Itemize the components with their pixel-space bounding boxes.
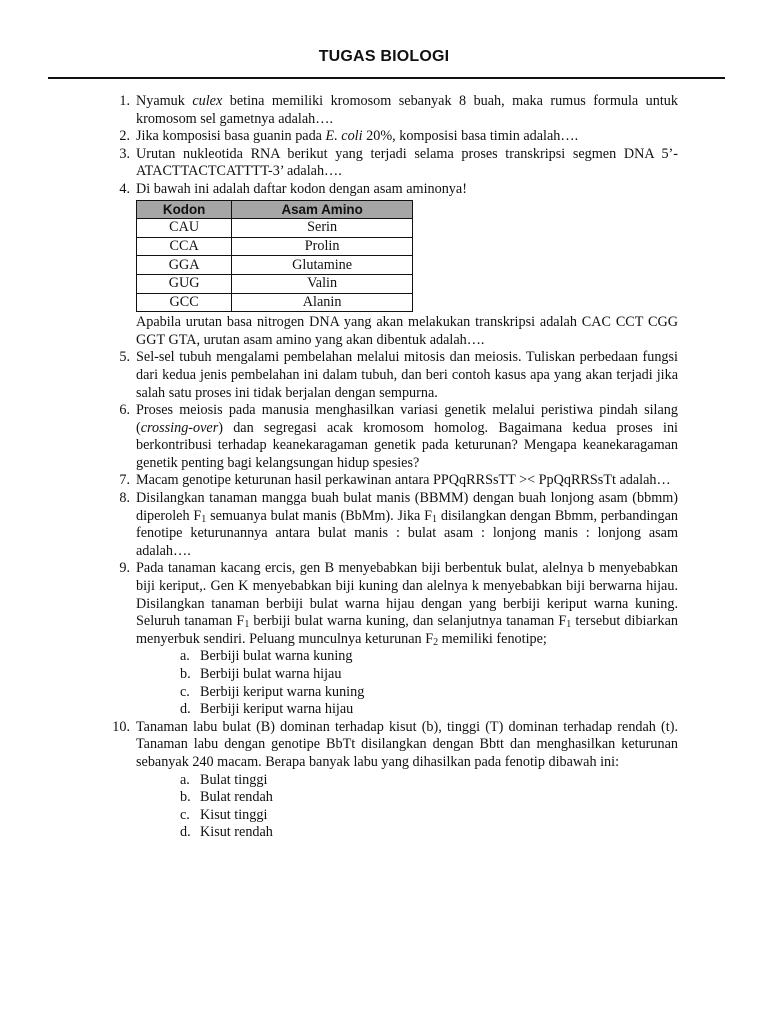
question-10	[104, 719, 678, 842]
table-row	[137, 237, 413, 256]
question-number: 3.	[119, 145, 130, 162]
question-number: 6.	[119, 402, 130, 419]
codon-table-header: Asam Amino	[232, 200, 413, 219]
table-cell: GGA	[137, 256, 232, 275]
list-item	[180, 701, 678, 719]
question-number: 2.	[119, 128, 130, 145]
subscript: 1	[244, 619, 250, 631]
text-run: 20%, komposisi basa timin adalah….	[362, 128, 579, 145]
question-text	[136, 402, 678, 472]
question-number: 10.	[112, 718, 130, 735]
table-row	[137, 293, 413, 312]
question-text	[136, 146, 678, 181]
list-item	[180, 807, 678, 825]
list-item	[180, 684, 678, 702]
text-run: Nyamuk	[136, 93, 193, 109]
table-row	[137, 256, 413, 275]
italic-term: E. coli	[325, 128, 363, 145]
table-cell: CAU	[137, 219, 232, 238]
question-number: 7.	[119, 472, 130, 489]
option-text: Berbiji bulat warna kuning	[200, 648, 353, 665]
question-5	[104, 349, 678, 402]
text-run: semuanya bulat manis (BbMm). Jika F	[206, 507, 433, 524]
codon-table-head	[137, 200, 413, 219]
question-text	[136, 560, 678, 648]
option-label: d.	[180, 824, 191, 841]
subscript: 1	[201, 513, 207, 525]
table-cell: Alanin	[232, 293, 413, 312]
question-text	[136, 490, 678, 560]
list-item	[180, 824, 678, 842]
title-divider	[48, 77, 725, 79]
subscript: 1	[432, 513, 438, 525]
text-run: Tanaman labu bulat (B) dominan terhadap kisut (b), tinggi (T) dominan terhadap rendah (t). Tanaman labu dengan genotipe BbTt disilangkan dengan Bbtt dan menghasilkan keturunan sebanyak 240 macam. Berapa banyak labu yang dihasilkan pada fenotip dibawah ini:	[136, 718, 678, 770]
option-label: c.	[180, 683, 190, 700]
question-list	[104, 93, 678, 842]
text-run: berbiji bulat warna kuning, dan selanjutnya tanaman F	[249, 613, 567, 630]
option-text: Kisut rendah	[200, 824, 273, 841]
option-text: Kisut tinggi	[200, 806, 268, 823]
question-number: 1.	[119, 93, 130, 109]
option-label: a.	[180, 771, 190, 788]
option-label: c.	[180, 806, 190, 823]
option-label: b.	[180, 666, 191, 682]
table-cell: Prolin	[232, 237, 413, 256]
text-run: Pada tanaman kacang ercis, gen B menyebabkan biji berbentuk bulat, alelnya b menyebabkan biji keriput,. Gen K menyebabkan biji kuning dan alelnya k menyebabkan biji berwarna hijau. Disilangkan tanaman berbiji bulat warna hijau dengan yang berbiji keriput warna kuning. Seluruh tanaman F	[136, 560, 678, 630]
question-8	[104, 490, 678, 560]
option-label: b.	[180, 789, 191, 806]
option-label: d.	[180, 701, 191, 718]
text-run: Sel-sel tubuh mengalami pembelahan melalui mitosis dan meiosis. Tuliskan perbedaan fungsi dari kedua jenis pembelahan ini dalam tubuh, dan beri contoh kasus apa yang akan terjadi jika salah satu proses ini tidak berjalan dengan sempurna.	[136, 349, 678, 401]
question-text	[136, 719, 678, 772]
option-label: a.	[180, 648, 190, 665]
question-text	[136, 128, 678, 146]
text-run: Macam genotipe keturunan hasil perkawinan antara PPQqRRSsTT >< PpQqRRSsTt adalah…	[136, 472, 671, 489]
codon-table	[136, 200, 413, 313]
italic-term: culex	[192, 93, 223, 109]
question-number: 8.	[119, 490, 130, 507]
text-run: tersebut dibiarkan menyerbuk sendiri. Peluang munculnya keturunan F	[136, 613, 678, 647]
answer-options	[136, 772, 678, 842]
question-text	[136, 472, 678, 490]
question-followup-text	[136, 314, 678, 349]
option-text: Berbiji keriput warna kuning	[200, 683, 365, 700]
page-title: TUGAS BIOLOGI	[318, 48, 450, 65]
codon-table-body	[137, 219, 413, 312]
question-4	[104, 181, 678, 349]
table-cell: GUG	[137, 274, 232, 293]
question-number: 5.	[119, 349, 130, 366]
answer-options	[136, 648, 678, 718]
question-6	[104, 402, 678, 472]
question-text	[136, 349, 678, 402]
table-row	[137, 219, 413, 238]
question-9	[104, 560, 678, 718]
question-number: 9.	[119, 560, 130, 577]
italic-term: crossing-over	[140, 419, 219, 436]
option-text: Bulat rendah	[200, 789, 273, 806]
text-run: Jika komposisi basa guanin pada	[136, 128, 326, 145]
subscript: 2	[433, 636, 439, 648]
table-cell: Serin	[232, 219, 413, 238]
option-text: Berbiji keriput warna hijau	[200, 701, 354, 718]
table-cell: Glutamine	[232, 256, 413, 275]
list-item	[180, 648, 678, 666]
option-text: Bulat tinggi	[200, 771, 268, 788]
question-text	[136, 181, 678, 199]
text-run: disilangkan dengan Bbmm, perbandingan fenotipe keturunannya antara bulat manis : bulat asam : lonjong manis : lonjong asam adalah….	[136, 507, 679, 559]
table-row	[137, 274, 413, 293]
question-2	[104, 128, 678, 146]
text-run: ) dan segregasi acak kromosom homolog. Bagaimana kedua proses ini berkontribusi terhadap keanekaragaman genetik pada keturunan? Mengapa keanekaragaman genetik penting bagi kelangsungan hidup spesies?	[136, 419, 678, 471]
subscript: 1	[566, 619, 572, 631]
text-run: Di bawah ini adalah daftar kodon dengan asam aminonya!	[136, 180, 467, 197]
question-7	[104, 472, 678, 490]
question-1	[104, 93, 678, 128]
table-cell: CCA	[137, 237, 232, 256]
text-run: Apabila urutan basa nitrogen DNA yang akan melakukan transkripsi adalah CAC CCT CGG GGT GTA, urutan asam amino yang akan dibentuk adalah….	[136, 314, 678, 348]
text-run: Disilangkan tanaman mangga buah bulat manis (BBMM) dengan buah lonjong asam (bbmm) diperoleh F	[136, 490, 678, 524]
table-cell: GCC	[137, 293, 232, 312]
question-number: 4.	[119, 180, 130, 197]
question-3	[104, 146, 678, 181]
question-text	[136, 93, 678, 128]
text-run: Urutan nukleotida RNA berikut yang terjadi selama proses transkripsi segmen DNA 5’-ATACTTACTCATTTT-3’ adalah….	[136, 145, 678, 180]
table-cell: Valin	[232, 274, 413, 293]
list-item	[180, 789, 678, 807]
text-run: betina memiliki kromosom sebanyak 8 buah, maka rumus formula untuk kromosom sel gametnya adalah….	[136, 93, 678, 127]
list-item	[180, 772, 678, 790]
codon-table-header: Kodon	[137, 200, 232, 219]
option-text: Berbiji bulat warna hijau	[200, 666, 342, 682]
text-run: Proses meiosis pada manusia menghasilkan variasi genetik melalui peristiwa pindah silang (	[136, 402, 678, 436]
codon-table-header-row	[137, 200, 413, 219]
text-run: memiliki fenotipe;	[438, 630, 547, 647]
list-item	[180, 666, 678, 684]
